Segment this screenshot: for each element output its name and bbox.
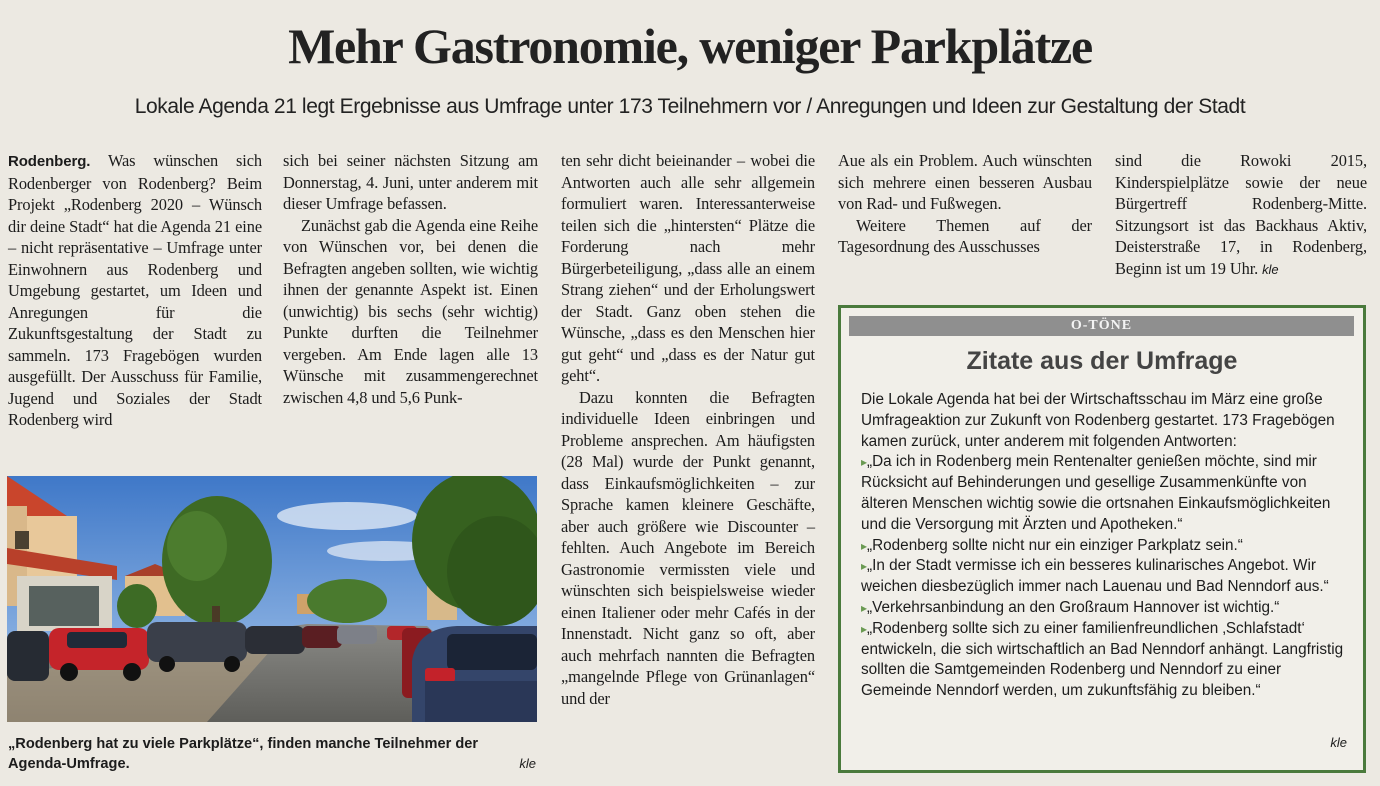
- box-intro: Die Lokale Agenda hat bei der Wirtschaftsschau im März eine große Umfrageaktion zur Zukunft von Rodenberg gestartet. 173 Fragebögen kamen zurück, unter anderem mit folgenden Antworten:: [861, 391, 1335, 450]
- quote-item: [861, 536, 1347, 557]
- box-signature: kle: [1330, 735, 1347, 750]
- photo-caption-text: „Rodenberg hat zu viele Parkplätze“, finden manche Teilnehmer der Agenda-Umfrage.: [8, 736, 479, 772]
- quote-item: [861, 619, 1347, 702]
- subheadline: Lokale Agenda 21 legt Ergebnisse aus Umfrage unter 173 Teilnehmern vor / Anregungen und Ideen zur Gestaltung der Stadt: [134, 95, 1246, 118]
- quote-item: [861, 452, 1347, 535]
- quote-text: „In der Stadt vermisse ich ein besseres kulinarisches Angebot. Wir weichen diesbezüglich immer nach Lauenau und Bad Nenndorf aus.“: [861, 557, 1329, 596]
- quote-text: „Da ich in Rodenberg mein Rentenalter genießen möchte, sind mir Rücksicht auf Behinderungen und gesellige Zusammenkünfte von älteren Menschen wichtig sowie die ortsnahen Einkaufsmöglichkeiten und die Versorgung mit Ärzten und Apotheken.“: [861, 453, 1331, 533]
- dateline: Rodenberg.: [8, 153, 91, 170]
- article-column-4: Aue als ein Problem. Auch wünschten sich mehrere einen besseren Ausbau von Rad- und Fußwegen. Weitere Themen auf der Tagesordnung des Ausschusses: [838, 151, 1092, 256]
- headline: Mehr Gastronomie, weniger Parkplätze: [288, 18, 1092, 74]
- quote-text: „Rodenberg sollte nicht nur ein einziger Parkplatz sein.“: [867, 536, 1243, 554]
- quotes-box: [838, 305, 1366, 773]
- article-signature: kle: [1262, 261, 1279, 277]
- photo-credit: kle: [519, 756, 536, 771]
- article-column-5: sind die Rowoki 2015, Kinderspielplätze sowie der neue Bürgertreff Rodenberg-Mitte. Sitzungsort ist das Backhaus Aktiv, Deisterstraße 17, in Rodenberg, Beginn ist um 19 Uhr. kle: [1115, 151, 1367, 278]
- box-kicker: O-TÖNE: [849, 316, 1354, 336]
- article-column-3: ten sehr dicht beieinander – wobei die Antworten auch alle sehr allgemein formuliert waren. Interessanterweise teilen sich die „hintersten“ Plätze die Forderung nach mehr Bürgerbeteiligung, „dass alle an einem Strang ziehen“ und der Erholungswert der Stadt. Ganz oben stehen die Wünsche, „dass es den Menschen hier gut geht“ und „dass es der Natur gut geht“. Dazu konnten die Befragten individuelle Ideen einbringen und Probleme ansprechen. Am häufigsten (28 Mal) wurde der Punkt genannt, dass Einkaufsmöglichkeiten – zur Sprache kamen kleinere Geschäfte, aber auch größere wie Discounter – fehlten. Auch Angebote im Bereich Gastronomie vermissten viele und wünschten sich beispielsweise wieder einen Italiener oder mehr Cafés in der Innenstadt. Nicht ganz so oft, aber auch mehrfach nannten die Befragten „mangelnde Pflege von Grünanlagen“ und der: [561, 151, 815, 708]
- quote-item: [861, 556, 1347, 598]
- street-parking-photo: [7, 476, 537, 722]
- photo-caption: [8, 734, 536, 774]
- box-text: [861, 390, 1347, 702]
- quote-text: „Rodenberg sollte sich zu einer familienfreundlichen ‚Schlafstadt‘ entwickeln, die sich wirtschaftlich an Bad Nenndorf anhängt. Langfristig sollten die Samtgemeinden Rodenberg und Nenndorf zu einer Gemeinde Nenndorf werden, um zukunftsfähig zu bleiben.“: [861, 619, 1344, 700]
- box-title: Zitate aus der Umfrage: [966, 347, 1238, 375]
- article-column-1: Rodenberg. Was wünschen sich Rodenberger von Rodenberg? Beim Projekt „Rodenberg 2020 – Wünsch dir deine Stadt“ hat die Agenda 21 eine – nicht repräsentative – Umfrage unter Einwohnern aus Rodenberg und Umgebung gestartet, um Ideen und Anregungen für die Zukunftsgestaltung der Stadt zu sammeln. 173 Fragebögen wurden ausgefüllt. Der Ausschuss für Familie, Jugend und Soziales der Stadt Rodenberg wird: [8, 151, 262, 429]
- quote-item: [861, 598, 1347, 619]
- quote-text: „Verkehrsanbindung an den Großraum Hannover ist wichtig.“: [867, 598, 1280, 616]
- article-column-2: sich bei seiner nächsten Sitzung am Donnerstag, 4. Juni, unter anderem mit dieser Umfrage befassen. Zunächst gab die Agenda eine Reihe von Wünschen vor, bei denen die Befragten angeben sollten, wie wichtig ihnen der genannte Aspekt ist. Einen (unwichtig) bis sechs (sehr wichtig) Punkte durften die Teilnehmer vergeben. Am Ende lagen alle 13 Wünsche mit zusammengerechnet zwischen 4,8 und 5,6 Punk-: [283, 151, 538, 407]
